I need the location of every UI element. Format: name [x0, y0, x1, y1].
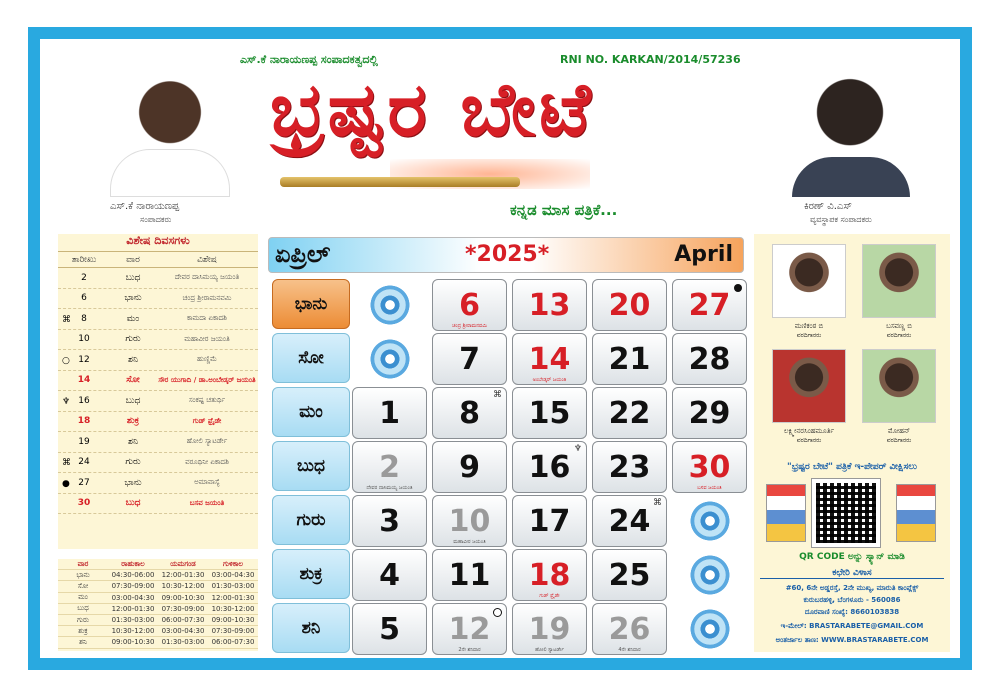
qr-code[interactable]: [812, 479, 880, 547]
day-note: 4ನೇ ಶನಿವಾರ: [618, 647, 641, 653]
editorship-line: ಎಸ್.ಕೆ ನಾರಾಯಣಪ್ಪ ಸಂಪಾದಕತ್ವದಲ್ಲಿ: [240, 53, 378, 66]
calendar-day-cell[interactable]: [432, 495, 507, 547]
rahu-header-rahu: ರಾಹುಕಾಲ: [121, 559, 145, 568]
mandala-ornament: [688, 499, 732, 543]
special-day-row: [58, 330, 258, 351]
special-day-date-text: 14: [77, 375, 91, 386]
mandala-ornament: [368, 283, 412, 327]
office-email: ಇ-ಮೇಲ್: BRASTARABETE@GMAIL.COM: [780, 622, 924, 630]
festival-icon: ♆: [573, 444, 582, 454]
special-day-date-text: 27: [78, 477, 90, 488]
special-day-date-text: 10: [78, 334, 90, 345]
day-number: 19: [528, 611, 571, 647]
rahu-cell: 12:00-01:30: [211, 593, 255, 602]
rahu-cell: ಶನಿ: [79, 637, 87, 646]
special-day-date-text: 6: [81, 293, 87, 304]
calendar-day-cell[interactable]: [432, 441, 507, 493]
special-day-weekday: ಶನಿ: [128, 354, 138, 365]
special-day-event: ಕಾಮದಾ ಏಕಾದಶಿ: [187, 314, 227, 323]
day-number: 15: [528, 395, 571, 431]
staff-name-3: ಲಕ್ಷ್ಮೀನರಸಿಂಹಮೂರ್ತಿ: [783, 427, 835, 435]
day-number: 27: [688, 287, 731, 323]
rahu-cell: 06:00-07:30: [161, 616, 205, 625]
special-day-weekday: ಸೋ: [126, 375, 140, 386]
special-day-row: [58, 309, 258, 330]
festival-icon: ⌘: [653, 498, 662, 508]
special-day-row: [58, 289, 258, 310]
calendar-day-cell[interactable]: [352, 495, 427, 547]
day-note: ಹೋಲಿ ಸ್ಯಾಟರ್ಡೇ: [535, 647, 564, 653]
rahu-cell: 12:00-01:30: [111, 604, 155, 613]
rahu-row: [58, 637, 258, 648]
rahu-row: [58, 615, 258, 626]
special-day-event: ಅಮಾವಾಸ್ಯೆ: [194, 478, 220, 487]
office-phone: ದೂರವಾಣಿ ಸಂಖ್ಯೆ: 8660103838: [804, 608, 900, 616]
staff-panel: [754, 234, 950, 652]
special-day-row: [58, 350, 258, 371]
special-day-date: [58, 396, 110, 406]
mandala-ornament: [368, 337, 412, 381]
rni-number: RNI NO. KARKAN/2014/57236: [560, 53, 741, 66]
staff-photo-4: [862, 349, 936, 423]
day-number: 9: [459, 449, 480, 485]
special-day-weekday: ಗುರು: [125, 334, 141, 345]
calendar-day-cell[interactable]: [352, 387, 427, 439]
day-number: 13: [528, 287, 571, 323]
special-day-event: ಬಸವ ಜಯಂತಿ: [189, 498, 225, 507]
weekday-label: ಸೋ: [272, 333, 350, 383]
weekday-label: ಗುರು: [272, 495, 350, 545]
rahu-row: [58, 604, 258, 615]
day-note: ಚಂದ್ರ ಶ್ರೀರಾಮನವಮಿ: [451, 323, 487, 329]
day-number: 5: [379, 611, 400, 647]
calendar-day-cell[interactable]: [432, 387, 507, 439]
special-day-date-text: 16: [78, 395, 90, 406]
staff-photo-1: [772, 244, 846, 318]
special-days-list: [58, 268, 258, 514]
special-day-weekday: ಭಾನು: [124, 293, 142, 304]
day-number: 3: [379, 503, 400, 539]
special-day-event: ಗುಡ್ ಫ್ರೈಡೇ: [192, 416, 222, 425]
day-note: 2ನೇ ಶನಿವಾರ: [458, 647, 481, 653]
rahu-row: [58, 626, 258, 637]
rahu-cell: 09:00-10:30: [161, 593, 205, 602]
calendar-day-cell[interactable]: [432, 333, 507, 385]
calendar-day-cell[interactable]: [352, 441, 427, 493]
calendar-day-cell[interactable]: [432, 549, 507, 601]
moon-phase-icon: ○: [62, 355, 70, 366]
rahu-cell: 07:30-09:00: [211, 627, 255, 636]
day-note: ಅಂಬೇಡ್ಕರ್ ಜಯಂತಿ: [532, 377, 567, 383]
day-number: 11: [448, 557, 491, 593]
day-number: 23: [608, 449, 651, 485]
rahu-cell: 06:00-07:30: [211, 638, 255, 647]
rahu-cell: 01:30-03:00: [161, 638, 205, 647]
special-day-row: [58, 494, 258, 515]
calendar-day-cell[interactable]: [512, 603, 587, 655]
day-note: ಬಸವ ಜಯಂತಿ: [697, 485, 722, 491]
calendar-day-cell[interactable]: [512, 333, 587, 385]
weekday-label: ಬುಧ: [272, 441, 350, 491]
special-day-date-text: 12: [78, 354, 90, 365]
special-day-weekday: ಬುಧ: [125, 395, 141, 406]
day-number: 25: [608, 557, 651, 593]
tagline: ಕನ್ನಡ ಮಾಸ ಪತ್ರಿಕೆ...: [510, 201, 618, 219]
special-day-date-text: 24: [78, 457, 90, 468]
special-day-event: ಮಹಾವೀರ ಜಯಂತಿ: [184, 334, 230, 343]
calendar-day-cell[interactable]: [672, 387, 747, 439]
special-day-row: [58, 371, 258, 392]
day-number: 30: [688, 449, 731, 485]
special-day-weekday: ಗುರು: [125, 457, 141, 468]
special-day-weekday: ಬುಧ: [125, 272, 141, 283]
rahu-row: [58, 570, 258, 581]
office-address-line-2: ಕುರುಬರಹಳ್ಳಿ, ಬೆಂಗಳೂರು - 560086: [803, 596, 901, 604]
epaper-text: "ಭ್ರಷ್ಟರ ಬೇಟೆ" ಪತ್ರಿಕೆ ಇ-ಪೇಪರ್ ವೀಕ್ಷಿಸಲು: [787, 462, 917, 472]
day-number: 16: [528, 449, 571, 485]
day-number: 18: [528, 557, 571, 593]
rahu-cell: 10:30-12:00: [161, 582, 205, 591]
calendar-sheet: [40, 39, 960, 658]
special-day-date-text: 19: [78, 436, 90, 447]
new-moon-icon: [734, 284, 742, 292]
moon-phase-icon: ⌘: [62, 314, 71, 325]
calendar-day-cell[interactable]: [512, 279, 587, 331]
calendar-day-cell[interactable]: [512, 549, 587, 601]
rahu-cell: ಸೋ: [77, 581, 89, 590]
special-day-date: [58, 416, 110, 426]
day-number: 8: [459, 395, 480, 431]
staff-name-4: ಮೋಹನ್: [887, 427, 911, 435]
full-moon-icon: [493, 608, 502, 617]
weekday-label: ಶನಿ: [272, 603, 350, 653]
day-number: 6: [459, 287, 480, 323]
calendar-day-cell[interactable]: [592, 495, 667, 547]
associate-editor-role: ವ್ಯವಸ್ಥಾಪಕ ಸಂಪಾದಕರು: [810, 215, 872, 224]
staff-role-1: ವರದಿಗಾರರು: [796, 332, 822, 339]
calendar-day-cell[interactable]: [672, 279, 747, 331]
special-day-date: [58, 437, 110, 447]
weekday-label: ಮಂ: [272, 387, 350, 437]
rahu-row: [58, 581, 258, 592]
rahu-cell: ಬುಧ: [77, 604, 89, 613]
office-address-title: ಕಛೇರಿ ವಿಳಾಸ: [760, 568, 944, 579]
special-day-date: [58, 355, 110, 365]
header-event: ವಿಶೇಷ: [197, 254, 217, 265]
day-number: 24: [608, 503, 651, 539]
rahu-cell: 03:00-04:30: [111, 593, 155, 602]
special-day-date: [58, 334, 110, 344]
rahu-cell: 01:30-03:00: [211, 582, 255, 591]
masthead-title: ಭ್ರಷ್ಟರ ಬೇಟೆ: [270, 67, 595, 153]
rahu-cell: ಶುಕ್ರ: [78, 626, 88, 635]
special-days-title: ವಿಶೇಷ ದಿವಸಗಳು: [58, 234, 258, 252]
editor-role: ಸಂಪಾದಕರು: [140, 215, 172, 224]
rahu-kalam-table: [58, 559, 258, 651]
special-days-panel: [58, 234, 258, 549]
special-day-date-text: 8: [81, 313, 87, 324]
rahu-cell: 09:00-10:30: [111, 638, 155, 647]
special-day-event: ಹೋಲಿ ಸ್ಯಾಟರ್ಡೇ: [186, 437, 228, 446]
month-banner: [268, 237, 744, 273]
special-day-event: ಹುಣ್ಣಿಮೆ: [197, 355, 217, 364]
calendar-day-cell[interactable]: [432, 279, 507, 331]
special-day-event: ಸೌರ ಯುಗಾದಿ / ಡಾ.ಅಂಬೇಡ್ಕರ್ ಜಯಂತಿ: [158, 375, 256, 384]
day-number: 29: [688, 395, 731, 431]
calendar-day-cell[interactable]: [592, 333, 667, 385]
associate-editor-name: ಕಿರಣ್ ವಿ.ಎಸ್: [804, 201, 852, 212]
day-note: ಮಹಾವೀರ ಜಯಂತಿ: [453, 539, 486, 545]
calendar-day-cell[interactable]: [512, 441, 587, 493]
day-number: 20: [608, 287, 651, 323]
special-day-event: ದೇವರ ದಾಸಿಮಯ್ಯ ಜಯಂತಿ: [174, 273, 240, 282]
day-number: 12: [448, 611, 491, 647]
pen-icon: [280, 177, 520, 187]
rahu-header-gulika: ಗುಳಿಕಾಲ: [223, 559, 243, 568]
mandala-ornament: [688, 607, 732, 651]
calendar-border: [28, 27, 972, 670]
calendar-day-cell[interactable]: [512, 387, 587, 439]
staff-photo-3: [772, 349, 846, 423]
rahu-table-body: [58, 570, 258, 648]
day-number: 17: [528, 503, 571, 539]
staff-photo-2: [862, 244, 936, 318]
day-note: ಗುಡ್ ಫ್ರೈಡೇ: [539, 593, 560, 599]
day-number: 1: [379, 395, 400, 431]
calendar-day-cell[interactable]: [592, 441, 667, 493]
special-day-date: [58, 314, 110, 324]
day-number: 14: [528, 341, 571, 377]
rahu-cell: 07:30-09:00: [161, 604, 205, 613]
rahu-cell: 09:00-10:30: [211, 616, 255, 625]
special-day-event: ಚಂದ್ರ ಶ್ರೀರಾಮನವಮಿ: [182, 293, 232, 302]
calendar-day-cell[interactable]: [352, 549, 427, 601]
day-number: 2: [379, 449, 400, 485]
editor-shirt: [110, 149, 230, 197]
office-address-line-1: #60, 6ನೇ ಅಡ್ಡರಸ್ತೆ, 2ನೇ ಮುಖ್ಯ, ಮಾರುತಿ ಕಾಂಪ್ಲೆಕ್ಸ್: [785, 584, 919, 592]
rahu-cell: 04:30-06:00: [111, 571, 155, 580]
moon-phase-icon: ♆: [62, 396, 71, 407]
day-number: 28: [688, 341, 731, 377]
rahu-header-yama: ಯಮಗಂಡ: [170, 559, 196, 568]
day-number: 4: [379, 557, 400, 593]
mandala-ornament: [688, 553, 732, 597]
special-days-header: [58, 252, 258, 268]
festival-icon: ⌘: [493, 390, 502, 400]
special-day-date: [58, 498, 110, 508]
rahu-header-day: ವಾರ: [77, 559, 89, 568]
special-day-row: [58, 432, 258, 453]
special-day-weekday: ಭಾನು: [124, 477, 142, 488]
header-day: ವಾರ: [126, 254, 140, 265]
special-day-date: [58, 293, 110, 303]
moon-phase-icon: ●: [62, 478, 70, 489]
rahu-cell: ಭಾನು: [76, 570, 90, 579]
rahu-cell: 03:00-04:30: [211, 571, 255, 580]
rahu-cell: 10:30-12:00: [111, 627, 155, 636]
calendar-day-cell[interactable]: [352, 603, 427, 655]
calendar-day-cell[interactable]: [592, 549, 667, 601]
calendar-day-cell[interactable]: [512, 495, 587, 547]
special-day-weekday: ಬುಧ: [125, 498, 141, 509]
staff-role-2: ವರದಿಗಾರರು: [886, 332, 912, 339]
header-date: ತಾರೀಖು: [71, 254, 97, 265]
special-day-row: [58, 473, 258, 494]
day-number: 22: [608, 395, 651, 431]
special-day-weekday: ಮಂ: [126, 313, 140, 324]
calendar-day-cell[interactable]: [672, 333, 747, 385]
newspaper-thumbnail-left: [766, 484, 806, 542]
staff-role-3: ವರದಿಗಾರರು: [796, 437, 822, 444]
special-day-row: [58, 412, 258, 433]
month-name-english: April: [674, 242, 733, 267]
moon-phase-icon: ⌘: [62, 458, 71, 469]
calendar-day-cell[interactable]: [672, 441, 747, 493]
special-day-date: [58, 375, 110, 385]
special-day-event: ವರೂಥಿನೀ ಏಕಾದಶಿ: [185, 457, 229, 466]
masthead: [270, 67, 730, 187]
rahu-cell: 07:30-09:00: [111, 582, 155, 591]
staff-name-1: ಮಣಿಕಂಠ ಬಿ: [794, 322, 824, 330]
newspaper-thumbnail-right: [896, 484, 936, 542]
special-day-date-text: 18: [77, 416, 91, 427]
month-name-kannada: ಏಪ್ರಿಲ್: [275, 240, 331, 268]
special-day-weekday: ಶನಿ: [128, 436, 138, 447]
day-number: 21: [608, 341, 651, 377]
special-day-date: [58, 273, 110, 283]
rahu-cell: ಗುರು: [77, 615, 89, 624]
weekday-label: ಶುಕ್ರ: [272, 549, 350, 599]
staff-role-4: ವರದಿಗಾರರು: [886, 437, 912, 444]
special-day-date-text: 2: [81, 272, 87, 283]
associate-shirt: [792, 157, 910, 197]
month-year: *2025*: [465, 242, 550, 267]
rahu-cell: 12:00-01:30: [161, 571, 205, 580]
day-note: ದೇವರ ದಾಸಿಮಯ್ಯ ಜಯಂತಿ: [366, 485, 413, 491]
rahu-cell: 03:00-04:30: [161, 627, 205, 636]
editor-name: ಎಸ್.ಕೆ ನಾರಾಯಣಪ್ಪ: [110, 201, 180, 212]
rahu-table-header: [58, 559, 258, 570]
calendar-day-cell[interactable]: [592, 387, 667, 439]
special-day-date-text: 30: [77, 498, 91, 509]
day-number: 10: [448, 503, 491, 539]
special-day-date: [58, 457, 110, 467]
special-day-date: [58, 478, 110, 488]
calendar-day-cell[interactable]: [592, 603, 667, 655]
weekday-label: ಭಾನು: [272, 279, 350, 329]
day-number: 7: [459, 341, 480, 377]
special-day-event: ಸಂಕಷ್ಟ ಚತುರ್ಥಿ: [188, 396, 226, 405]
rahu-cell: ಮಂ: [78, 593, 88, 602]
qr-caption: QR CODE ಅನ್ನು ಸ್ಕ್ಯಾನ್ ಮಾಡಿ: [799, 552, 905, 562]
special-day-row: [58, 391, 258, 412]
staff-name-2: ಬಸವಣ್ಣ ಬಿ: [886, 322, 912, 330]
day-number: 26: [608, 611, 651, 647]
calendar-day-cell[interactable]: [432, 603, 507, 655]
calendar-day-cell[interactable]: [592, 279, 667, 331]
office-website: ಅಂತರ್ಜಾಲ ತಾಣ: WWW.BRASTARABETE.COM: [775, 636, 929, 644]
rahu-cell: 10:30-12:00: [211, 604, 255, 613]
rahu-row: [58, 593, 258, 604]
special-day-row: [58, 268, 258, 289]
rahu-cell: 01:30-03:00: [111, 616, 155, 625]
special-day-weekday: ಶುಕ್ರ: [126, 416, 140, 427]
special-day-row: [58, 453, 258, 474]
